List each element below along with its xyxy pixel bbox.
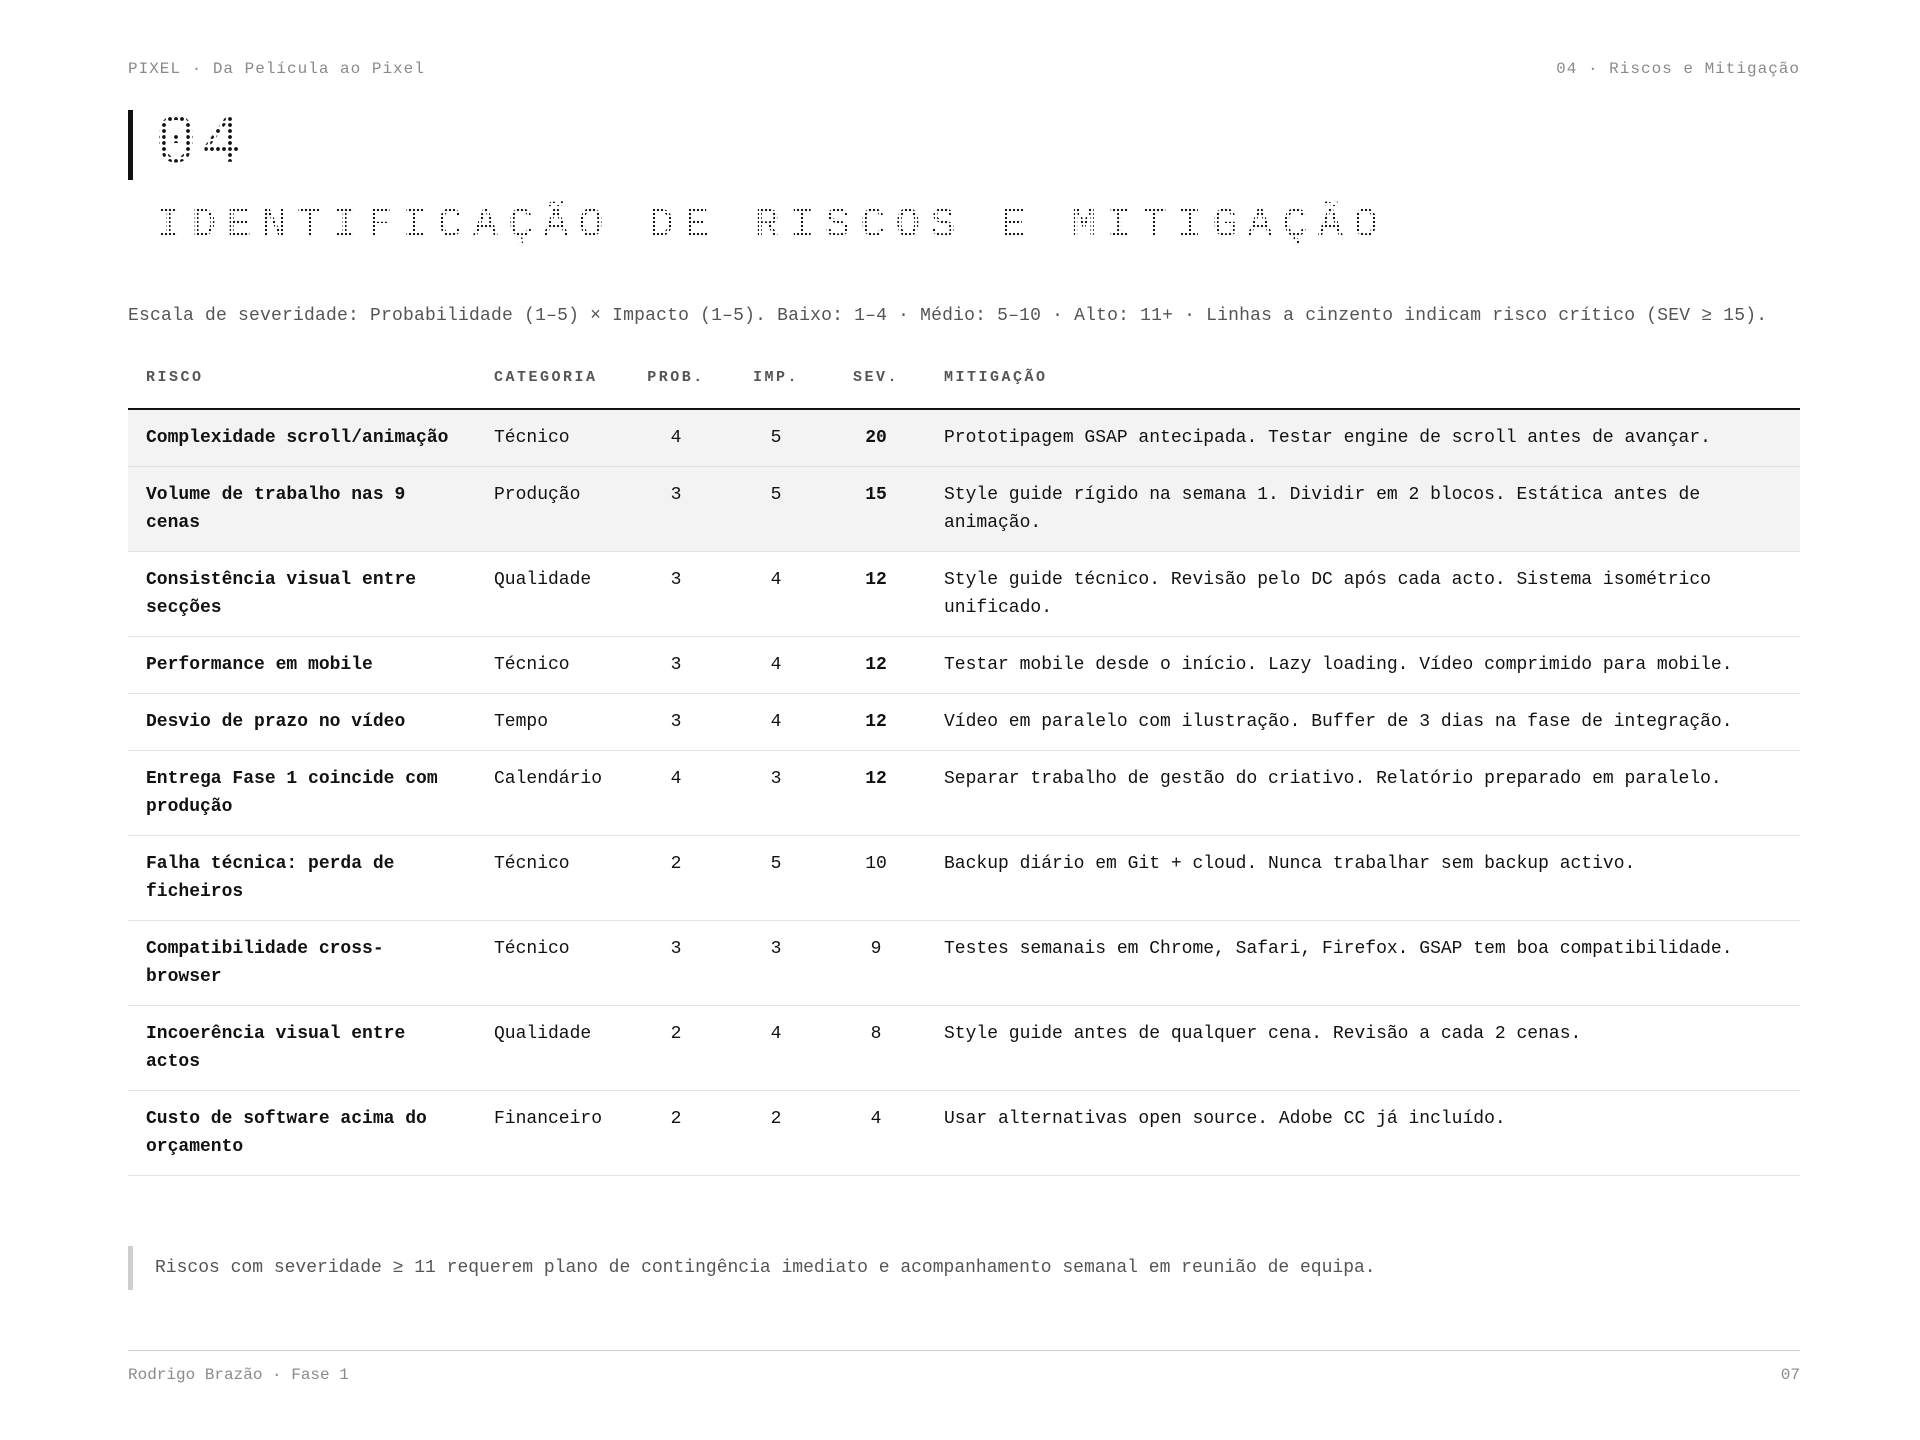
probability-cell: 3	[626, 921, 726, 1006]
category-cell: Calendário	[476, 751, 626, 836]
table-row	[128, 921, 1800, 1006]
header-mitigation: MITIGAÇÃO	[926, 356, 1800, 409]
mitigation-cell: Separar trabalho de gestão do criativo. Relatório preparado em paralelo.	[926, 751, 1800, 836]
table-row	[128, 1006, 1800, 1091]
footer-author: Rodrigo Brazão · Fase 1	[128, 1366, 349, 1384]
risk-table-body	[128, 409, 1800, 1176]
table-header-row	[128, 356, 1800, 409]
risk-name-cell: Falha técnica: perda de ficheiros	[128, 836, 476, 921]
probability-cell: 2	[626, 1006, 726, 1091]
category-cell: Financeiro	[476, 1091, 626, 1176]
severity-cell: 4	[826, 1091, 926, 1176]
impact-cell: 5	[726, 409, 826, 467]
table-row	[128, 694, 1800, 751]
header-section-label: 04 · Riscos e Mitigação	[1556, 60, 1800, 78]
table-row	[128, 751, 1800, 836]
risk-name-cell: Volume de trabalho nas 9 cenas	[128, 467, 476, 552]
risk-name-cell: Custo de software acima do orçamento	[128, 1091, 476, 1176]
risk-name-cell: Performance em mobile	[128, 637, 476, 694]
category-cell: Produção	[476, 467, 626, 552]
category-cell: Técnico	[476, 409, 626, 467]
section-number: 04	[155, 105, 248, 184]
mitigation-cell: Testes semanais em Chrome, Safari, Firefox. GSAP tem boa compatibilidade.	[926, 921, 1800, 1006]
risk-name-cell: Incoerência visual entre actos	[128, 1006, 476, 1091]
impact-cell: 4	[726, 1006, 826, 1091]
risk-name-cell: Compatibilidade cross-browser	[128, 921, 476, 1006]
contingency-footnote: Riscos com severidade ≥ 11 requerem plano de contingência imediato e acompanhamento semanal em reunião de equipa.	[128, 1246, 1800, 1290]
category-cell: Técnico	[476, 921, 626, 1006]
table-row	[128, 552, 1800, 637]
severity-scale-note: Escala de severidade: Probabilidade (1–5) × Impacto (1–5). Baixo: 1–4 · Médio: 5–10 · Alto: 11+ · Linhas a cinzento indicam risco crítico (SEV ≥ 15).	[128, 306, 1768, 326]
document-page	[128, 0, 1800, 1440]
risk-name-cell: Entrega Fase 1 coincide com produção	[128, 751, 476, 836]
impact-cell: 4	[726, 694, 826, 751]
severity-cell: 9	[826, 921, 926, 1006]
mitigation-cell: Vídeo em paralelo com ilustração. Buffer de 3 dias na fase de integração.	[926, 694, 1800, 751]
impact-cell: 2	[726, 1091, 826, 1176]
severity-cell: 12	[826, 694, 926, 751]
running-header	[128, 60, 1800, 78]
probability-cell: 3	[626, 467, 726, 552]
impact-cell: 4	[726, 637, 826, 694]
severity-cell: 12	[826, 637, 926, 694]
header-severity: SEV.	[826, 356, 926, 409]
impact-cell: 5	[726, 836, 826, 921]
mitigation-cell: Prototipagem GSAP antecipada. Testar engine de scroll antes de avançar.	[926, 409, 1800, 467]
probability-cell: 2	[626, 1091, 726, 1176]
category-cell: Tempo	[476, 694, 626, 751]
impact-cell: 3	[726, 921, 826, 1006]
header-doc-title: PIXEL · Da Película ao Pixel	[128, 60, 425, 78]
section-number-block	[128, 105, 248, 184]
header-category: CATEGORIA	[476, 356, 626, 409]
probability-cell: 3	[626, 694, 726, 751]
probability-cell: 2	[626, 836, 726, 921]
category-cell: Qualidade	[476, 552, 626, 637]
mitigation-cell: Style guide técnico. Revisão pelo DC após cada acto. Sistema isométrico unificado.	[926, 552, 1800, 637]
section-title: IDENTIFICAÇÃO DE RISCOS E MITIGAÇÃO	[156, 201, 1389, 249]
header-probability: PROB.	[626, 356, 726, 409]
probability-cell: 4	[626, 751, 726, 836]
probability-cell: 3	[626, 552, 726, 637]
category-cell: Técnico	[476, 637, 626, 694]
category-cell: Qualidade	[476, 1006, 626, 1091]
page-footer	[128, 1366, 1800, 1384]
table-row	[128, 467, 1800, 552]
impact-cell: 4	[726, 552, 826, 637]
mitigation-cell: Style guide antes de qualquer cena. Revisão a cada 2 cenas.	[926, 1006, 1800, 1091]
severity-cell: 12	[826, 751, 926, 836]
mitigation-cell: Testar mobile desde o início. Lazy loading. Vídeo comprimido para mobile.	[926, 637, 1800, 694]
probability-cell: 3	[626, 637, 726, 694]
impact-cell: 3	[726, 751, 826, 836]
mitigation-cell: Backup diário em Git + cloud. Nunca trabalhar sem backup activo.	[926, 836, 1800, 921]
risk-name-cell: Desvio de prazo no vídeo	[128, 694, 476, 751]
footer-divider	[128, 1350, 1800, 1351]
table-row	[128, 1091, 1800, 1176]
probability-cell: 4	[626, 409, 726, 467]
impact-cell: 5	[726, 467, 826, 552]
risk-name-cell: Consistência visual entre secções	[128, 552, 476, 637]
table-row	[128, 409, 1800, 467]
severity-cell: 10	[826, 836, 926, 921]
severity-cell: 20	[826, 409, 926, 467]
risk-name-cell: Complexidade scroll/animação	[128, 409, 476, 467]
page-number: 07	[1780, 1366, 1800, 1384]
mitigation-cell: Style guide rígido na semana 1. Dividir em 2 blocos. Estática antes de animação.	[926, 467, 1800, 552]
severity-cell: 15	[826, 467, 926, 552]
risk-table	[128, 356, 1800, 1176]
category-cell: Técnico	[476, 836, 626, 921]
header-risk: RISCO	[128, 356, 476, 409]
mitigation-cell: Usar alternativas open source. Adobe CC já incluído.	[926, 1091, 1800, 1176]
header-impact: IMP.	[726, 356, 826, 409]
table-row	[128, 637, 1800, 694]
severity-cell: 12	[826, 552, 926, 637]
table-row	[128, 836, 1800, 921]
severity-cell: 8	[826, 1006, 926, 1091]
